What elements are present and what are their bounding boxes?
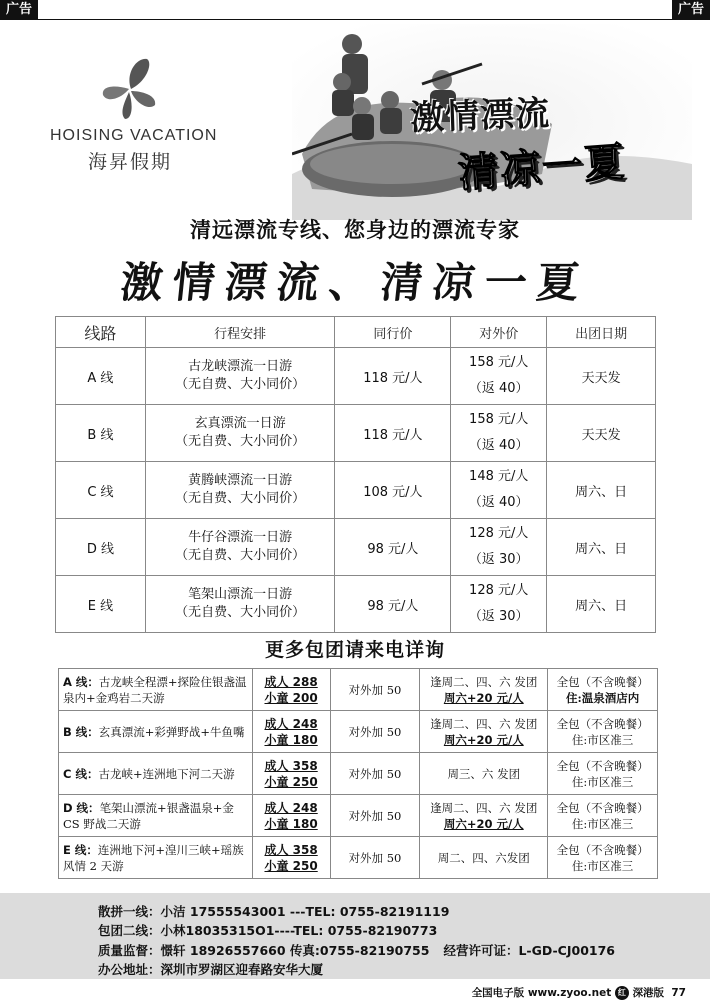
departure: 天天发 xyxy=(547,405,656,462)
itinerary-cell xyxy=(145,405,335,462)
route-code: D 线 xyxy=(56,519,146,576)
header-itinerary: 行程安排 xyxy=(145,317,335,348)
rebate: （返 40） xyxy=(468,438,529,453)
package-code: B 线： xyxy=(63,724,99,739)
package-price xyxy=(252,711,330,753)
retail-price: 128 元/人 xyxy=(469,583,529,598)
table-row xyxy=(56,576,656,633)
hero-slogan: 清凉一夏 xyxy=(456,139,628,197)
meals-cell xyxy=(548,669,658,711)
itinerary-cell xyxy=(145,519,335,576)
route-code: A 线 xyxy=(56,348,146,405)
page-number: 77 xyxy=(671,987,686,999)
itinerary-note: （无自费、大小同价） xyxy=(175,377,306,392)
schedule-cell xyxy=(420,711,548,753)
section-title-packages: 更多包团请来电详询 xyxy=(264,639,445,661)
package-route-text: 玄真漂流+彩弹野战+牛鱼嘴 xyxy=(98,724,245,739)
package-price xyxy=(252,669,330,711)
itinerary-name: 笔架山漂流一日游 xyxy=(188,587,293,602)
table-row xyxy=(56,348,656,405)
child-price: 小童 250 xyxy=(264,774,318,789)
meals-cell xyxy=(548,837,658,879)
stay: 住:市区准三 xyxy=(571,816,634,831)
table-row xyxy=(59,711,658,753)
schedule: 周二、四、六发团 xyxy=(437,850,530,865)
table-row xyxy=(59,795,658,837)
adult-price: 成人 358 xyxy=(264,758,318,773)
contact-address xyxy=(98,960,323,978)
itinerary-name: 玄真漂流一日游 xyxy=(194,416,286,431)
brand-name-en: HOISING VACATION xyxy=(50,127,218,144)
license-label: 经营许可证： xyxy=(443,943,519,958)
package-route-text: 古龙峡+连洲地下河二天游 xyxy=(98,766,235,781)
hero-rafting-photo xyxy=(292,24,692,220)
package-code: A 线： xyxy=(63,674,99,689)
package-table xyxy=(58,668,658,879)
red-badge-icon: 红 xyxy=(615,986,629,1000)
route-code: C 线 xyxy=(56,462,146,519)
table-row xyxy=(56,462,656,519)
trade-price: 98 元/人 xyxy=(335,519,451,576)
package-code: E 线： xyxy=(63,842,98,857)
retail-price: 158 元/人 xyxy=(469,355,529,370)
rebate: （返 30） xyxy=(468,552,529,567)
child-price: 小童 180 xyxy=(264,816,318,831)
route-code: B 线 xyxy=(56,405,146,462)
itinerary-note: （无自费、大小同价） xyxy=(175,605,306,620)
adult-price: 成人 248 xyxy=(264,716,318,731)
header-trade-price: 同行价 xyxy=(335,317,451,348)
trade-price: 118 元/人 xyxy=(335,348,451,405)
table-row xyxy=(59,753,658,795)
package-price xyxy=(252,837,330,879)
package-route-text: 笔架山漂流+银盏温泉+金 CS 野战二天游 xyxy=(63,800,234,831)
stay: 住:市区准三 xyxy=(571,858,634,873)
markup: 对外加 50 xyxy=(330,711,420,753)
package-code: C 线： xyxy=(63,766,99,781)
schedule-extra: 周六+20 元/人 xyxy=(443,732,524,747)
top-divider xyxy=(36,19,674,20)
brand-logo xyxy=(50,55,218,174)
adult-price: 成人 248 xyxy=(264,800,318,815)
trade-price: 108 元/人 xyxy=(335,462,451,519)
tagline: 清远漂流专线、您身边的漂流专家 xyxy=(190,218,520,242)
package-route xyxy=(59,669,253,711)
price-table xyxy=(55,316,656,633)
table-row xyxy=(56,405,656,462)
child-price: 小童 250 xyxy=(264,858,318,873)
package-route xyxy=(59,837,253,879)
schedule-cell xyxy=(420,753,548,795)
retail-price-cell xyxy=(451,462,547,519)
meals-cell xyxy=(548,795,658,837)
contact-line2-label: 包团二线： xyxy=(98,923,161,938)
header-line: 线路 xyxy=(56,317,146,348)
child-price: 小童 180 xyxy=(264,732,318,747)
meals: 全包（不含晚餐） xyxy=(556,716,649,731)
retail-price: 128 元/人 xyxy=(469,526,529,541)
trade-price: 98 元/人 xyxy=(335,576,451,633)
departure: 周六、日 xyxy=(547,462,656,519)
departure: 周六、日 xyxy=(547,519,656,576)
package-route-text: 古龙峡全程漂+探险住银盏温泉内+金鸡岩二天游 xyxy=(63,674,247,705)
schedule-extra: 周六+20 元/人 xyxy=(443,816,524,831)
contact-line1-value: 小洁 17555543001 ---TEL: 0755-82191119 xyxy=(160,904,450,919)
adult-price: 成人 358 xyxy=(264,842,318,857)
itinerary-note: （无自费、大小同价） xyxy=(175,434,306,449)
contact-supervisor xyxy=(98,941,615,959)
meals: 全包（不含晚餐） xyxy=(556,674,649,689)
schedule: 周三、六 发团 xyxy=(447,766,521,781)
itinerary-cell xyxy=(145,348,335,405)
page-footer xyxy=(472,985,686,1000)
meals-cell xyxy=(548,711,658,753)
rebate: （返 40） xyxy=(468,381,529,396)
license-value: L-GD-CJ00176 xyxy=(518,943,615,958)
stay: 住:温泉酒店内 xyxy=(565,690,640,705)
price-table-header xyxy=(56,317,656,348)
package-code: D 线： xyxy=(63,800,100,815)
contact-line2-value: 小林18035315O1----TEL: 0755-82190773 xyxy=(160,923,438,938)
schedule-cell xyxy=(420,669,548,711)
markup: 对外加 50 xyxy=(330,837,420,879)
meals: 全包（不含晚餐） xyxy=(556,842,649,857)
schedule: 逢周二、四、六 发团 xyxy=(430,716,538,731)
rebate: （返 40） xyxy=(468,495,529,510)
retail-price-cell xyxy=(451,405,547,462)
schedule: 逢周二、四、六 发团 xyxy=(430,800,538,815)
retail-price: 158 元/人 xyxy=(469,412,529,427)
meals: 全包（不含晚餐） xyxy=(556,758,649,773)
itinerary-name: 古龙峡漂流一日游 xyxy=(188,359,293,374)
adult-price: 成人 288 xyxy=(264,674,318,689)
brand-name-cn: 海昇假期 xyxy=(87,151,172,173)
ad-label-right: 广告 xyxy=(672,0,710,20)
retail-price-cell xyxy=(451,576,547,633)
table-row xyxy=(59,669,658,711)
schedule-cell xyxy=(420,795,548,837)
meals-cell xyxy=(548,753,658,795)
meals: 全包（不含晚餐） xyxy=(556,800,649,815)
address-value: 深圳市罗湖区迎春路安华大厦 xyxy=(160,962,324,977)
itinerary-name: 黄腾峡漂流一日游 xyxy=(188,473,293,488)
retail-price-cell xyxy=(451,519,547,576)
retail-price: 148 元/人 xyxy=(469,469,529,484)
schedule-cell xyxy=(420,837,548,879)
trade-price: 118 元/人 xyxy=(335,405,451,462)
route-code: E 线 xyxy=(56,576,146,633)
itinerary-note: （无自费、大小同价） xyxy=(175,491,306,506)
itinerary-cell xyxy=(145,462,335,519)
child-price: 小童 200 xyxy=(264,690,318,705)
supervisor-value: 憬轩 18926557660 传真:0755-82190755 xyxy=(160,943,430,958)
package-price xyxy=(252,795,330,837)
table-row xyxy=(59,837,658,879)
departure: 周六、日 xyxy=(547,576,656,633)
itinerary-cell xyxy=(145,576,335,633)
edition-text: 全国电子版 www.zyoo.net xyxy=(471,987,612,999)
header-departure: 出团日期 xyxy=(547,317,656,348)
contact-line1-label: 散拼一线： xyxy=(98,904,161,919)
contact-panel xyxy=(0,893,710,979)
region-text: 深港版 xyxy=(632,987,665,999)
ad-label-left: 广告 xyxy=(0,0,38,20)
supervisor-label: 质量监督： xyxy=(98,943,161,958)
table-row xyxy=(56,519,656,576)
schedule-extra: 周六+20 元/人 xyxy=(443,690,524,705)
stay: 住:市区准三 xyxy=(571,774,634,789)
address-label: 办公地址： xyxy=(98,962,161,977)
itinerary-name: 牛仔谷漂流一日游 xyxy=(188,530,293,545)
butterfly-logo-icon xyxy=(95,55,165,123)
hero-title: 激情漂流 xyxy=(409,93,551,139)
schedule: 逢周二、四、六 发团 xyxy=(430,674,538,689)
contact-line2 xyxy=(98,921,437,939)
markup: 对外加 50 xyxy=(330,795,420,837)
retail-price-cell xyxy=(451,348,547,405)
header-retail-price: 对外价 xyxy=(451,317,547,348)
package-route xyxy=(59,711,253,753)
rebate: （返 30） xyxy=(468,609,529,624)
contact-line1 xyxy=(98,902,449,920)
stay: 住:市区准三 xyxy=(571,732,634,747)
package-route xyxy=(59,753,253,795)
itinerary-note: （无自费、大小同价） xyxy=(175,548,306,563)
package-route-text: 连洲地下河+湟川三峡+瑶族风情 2 天游 xyxy=(63,842,244,873)
markup: 对外加 50 xyxy=(330,753,420,795)
markup: 对外加 50 xyxy=(330,669,420,711)
departure: 天天发 xyxy=(547,348,656,405)
package-route xyxy=(59,795,253,837)
package-price xyxy=(252,753,330,795)
headline: 激情漂流、清凉一夏 xyxy=(118,258,592,307)
